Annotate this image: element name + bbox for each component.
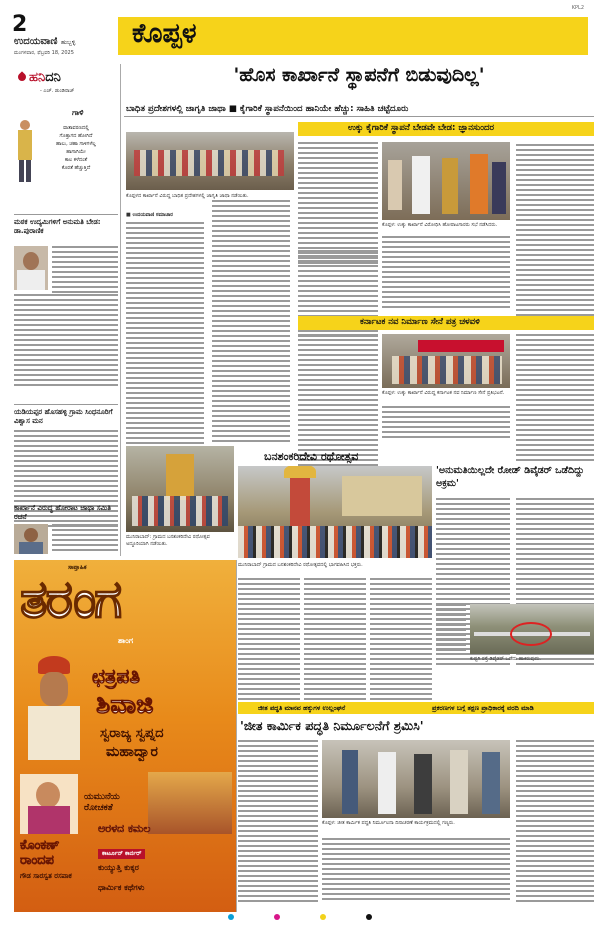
bottom-photo (322, 740, 510, 818)
right-top-body (298, 142, 378, 264)
poem-line: ಕೊರತೆ ಹೆಚ್ಚುತ್ತಿದೆ (61, 165, 91, 171)
bottom-headline: 'ಜೀತ ಕಾರ್ಮಿಕ ಪದ್ಧತಿ ನಿರ್ಮೂಲನೆಗೆ ಶ್ರಮಿಸಿ' (240, 718, 424, 733)
poem-lines (36, 124, 116, 172)
poem-line: ಕಾಲ ಕಳೆದಂತೆ (64, 157, 88, 163)
road-headline (436, 464, 594, 490)
rathotsava-body (370, 578, 432, 705)
drop-icon (16, 71, 27, 82)
brief-title: ಮಠಕ ಉದ್ಯಮಿಗಳಿಗೆ ಅನುಮತಿ ಬೇಡ: ಡಾ.ಪುರಾಣಿಕ (14, 218, 101, 235)
bottom-body (238, 740, 318, 902)
brief-text-block (52, 246, 118, 293)
ad-feature-2: ಅರಳದ ಕಮಲ (98, 822, 151, 835)
mid-col-body (382, 236, 510, 308)
section-title: ಕೊಪ್ಪಳ (132, 18, 197, 49)
road-photo-caption: ಕುಷ್ಟಗಿ ರಸ್ತೆ ಡಿವೈಡರ್ ಒಡೆದು ಹಾಕಿರುವುದು. (470, 656, 542, 662)
honi-dani-box (14, 64, 118, 192)
section-band (118, 17, 588, 55)
ad-sub-logo: ಶಾಂಗ (118, 636, 134, 645)
honi-dani-title (18, 70, 61, 85)
left-brief (14, 504, 118, 522)
lead-photo (126, 132, 294, 190)
rathotsava-caption-bottom: ಮುನಿರಾಬಾದ್ ಗ್ರಾಮದ ಬನಶಂಕರಿದೇವಿ ರಥೋತ್ಸವದಲ್ಲಿ ಭಾಗವಹಿಸಿದ ಭಕ್ತರು. (238, 562, 363, 568)
bottom-strip (238, 702, 594, 714)
print-color-marks (120, 914, 480, 922)
ad-cover-line-4: ಮಹಾದ್ವಾರ (106, 744, 158, 760)
brief-text-block (52, 524, 118, 551)
ad-feature-5: ಧಾರ್ಮಿಕ ಕಥೆಗಳು (98, 883, 145, 892)
masthead (14, 36, 75, 47)
dani-title: ದನಿ (45, 70, 61, 85)
lead-headline: 'ಹೊಸ ಕಾರ್ಖಾನೆ ಸ್ಥಾಪನೆಗೆ ಬಿಡುವುದಿಲ್ಲ' (233, 64, 485, 86)
ad-feature-3: ಕೊಂಕಣ್ ರಾಂದಪ (20, 838, 60, 868)
karnataka-body-right (516, 334, 594, 461)
karnataka-headline-bar (298, 316, 594, 330)
left-brief (14, 408, 118, 426)
ad-cartoon-box (98, 840, 232, 908)
rathotsava-caption-left: ಮುನಿರಾಬಾದ್: ಗ್ರಾಮದ ಬನಶಂಕರಿದೇವಿ ರಥೋತ್ಸವ ಅದ್ದೂರಿಯಾಗಿ ನಡೆಯಿತು. (126, 534, 210, 547)
bottom-strip-right: ಪ್ರಕರಣಗಳ ಬಗ್ಗೆ ತಕ್ಷಣ ಪ್ರಾಧಿಕಾರಕ್ಕೆ ವರದಿ ಮಾಡಿ (432, 704, 534, 712)
lead-body-col (212, 200, 290, 442)
ad-cover-line-1: ಛತ್ರಪತಿ (92, 664, 140, 688)
lead-byline: ■ ಉದಯವಾಣಿ ಸಮಾಚಾರ (126, 212, 173, 218)
rathotsava-headline: ಬನಶಂಕರಿದೇವಿ ರಥೋತ್ಸವ (264, 450, 359, 463)
karnataka-headline: ಕರ್ನಾಟಕ ನವ ನಿರ್ಮಾಣ ಸೇನೆ ಪತ್ರ ಚಳವಳಿ (360, 317, 480, 327)
bottom-body (322, 838, 510, 900)
right-top-photo (382, 142, 510, 220)
ad-feature-3-box (20, 838, 84, 908)
honi-title: ಹನಿ (29, 70, 46, 85)
ad-feature-1: ಯಮುನೆಯ ರೋಚಕತೆ (84, 792, 120, 813)
lead-subheadline: ಬಾಧಿತ ಪ್ರದೇಶಗಳಲ್ಲಿ ಜಾಗೃತಿ ಜಾಥಾ ■ ಕೈಗಾರಿಕೆ ಸ್ಥಾಪನೆಯಿಂದ ಹಾನಿಯೇ ಹೆಚ್ಚು: ಸಾಹಿತಿ ಚಟ್ಟೆದೂರು (126, 104, 409, 114)
magazine-ad[interactable] (14, 560, 236, 912)
poem-line: ವಾತಾವರಣದಲ್ಲಿ (63, 125, 89, 131)
page-header (0, 0, 600, 62)
right-top-headline-bar (298, 122, 594, 136)
page-code: KPL2 (571, 5, 584, 11)
brief-text-block (14, 294, 118, 386)
ad-cover-line-3: ಸ್ವರಾಜ್ಯ ಸ್ವಪ್ನದ (100, 726, 164, 741)
bottom-photo-caption: ಕೊಪ್ಪಳ: ಜೀತ ಕಾರ್ಮಿಕ ಪದ್ಧತಿ ನಿರ್ಮೂಲನಾ ದಿನಾಚರಣೆ ಕಾರ್ಯಕ್ರಮದಲ್ಲಿ ಗಣ್ಯರು. (322, 820, 455, 826)
honi-dani-author: - ಎಚ್. ಡುಂಡಿರಾಜ್ (40, 88, 75, 94)
ad-portrait (22, 656, 86, 760)
brief-portrait (14, 246, 48, 290)
lead-photo-caption: ಕೊಪ್ಪಳದ ಕಾರ್ಖಾನೆ ವಿರುದ್ಧ ಬಾಧಿತ ಪ್ರದೇಶಗಳಲ್ಲಿ ಜಾಗೃತಿ ಜಾಥಾ ನಡೆಯಿತು. (126, 193, 249, 199)
masthead-sub: ಹುಬ್ಬಳ್ಳಿ (60, 39, 76, 46)
brief-portrait (14, 524, 48, 554)
right-col-body (516, 144, 594, 316)
road-headline-text: 'ಅನುಮತಿಯಿಲ್ಲದೇ ರೋಡ್ ಡಿವೈಡರ್ ಒಡೆದಿದ್ದು ಅಕ್ರಮ' (436, 465, 585, 489)
ad-feature-4: ಕುಯ್ಯುತ್ತಿ ಕುಕ್ಕರ (98, 863, 139, 872)
date-line: ಮಂಗಳವಾರ, ಫೆಬ್ರವರಿ 18, 2025 (14, 50, 74, 56)
poem-line: ಗೊತ್ತಾಗದ ಹೋಗಿದೆ (59, 133, 93, 139)
road-body-lower (436, 604, 466, 651)
rathotsava-body (304, 578, 366, 705)
left-column (14, 64, 118, 556)
right-top-photo-caption: ಕೊಪ್ಪಳ: ಉಕ್ಕು ಕಾರ್ಖಾನೆ ವಿರೋಧಿಸಿ ಹೋರಾಟಗಾರರು ಸಭೆ ನಡೆಸಿದರು. (382, 222, 498, 228)
karnataka-photo-caption: ಕೊಪ್ಪಳ: ಉಕ್ಕು ಕಾರ್ಖಾನೆ ವಿರುದ್ಧ ಕರ್ನಾಟಕ ನವ ನಿರ್ಮಾಣ ಸೇನೆ ಪ್ರತಿಭಟನೆ. (382, 390, 505, 396)
cartoon-figure (16, 120, 34, 184)
ad-logo: ತರಂಗ (20, 570, 121, 630)
ad-feature-4-tag: ಕಾರ್ಟೂನ್ ಕಾರ್ನರ್ (98, 849, 145, 859)
lead-body-col (126, 222, 204, 444)
rathotsava-photo-main (238, 466, 432, 558)
bottom-strip-left: ಜೀತ ಪದ್ಧತಿ ಮಾನವ ಹಕ್ಕುಗಳ ಉಲ್ಲಂಘನೆ (258, 704, 346, 712)
ad-art-photo (148, 772, 232, 834)
masthead-name: ಉದಯವಾಣಿ (14, 36, 58, 47)
road-photo (470, 604, 594, 654)
ad-tag: ಸಾಪ್ತಾಹಿಕ (68, 564, 87, 571)
poem-line: ಹಾಲು, ಚಹಾ ಗಾಳಿಗಳೆಲ್ಲ (56, 141, 96, 147)
brief-title: ಕಾರ್ಖಾನೆ ವಿರುದ್ಧ ಹೋರಾಟ ಜಾಥಾ ಸಮಿತಿ ರಚನೆ (14, 504, 111, 521)
ad-cover-line-2: ಶಿವಾಜಿ (96, 690, 154, 720)
karnataka-body-mid (382, 406, 510, 438)
ad-feature-photo (20, 774, 78, 834)
left-brief (14, 218, 118, 236)
poem-line: ಹಾಗಾಗಿಯೇ (66, 149, 86, 155)
rathotsava-photo-left (126, 446, 234, 532)
karnataka-photo (382, 334, 510, 388)
page-number: 2 (12, 12, 28, 37)
ad-feature-3-sub: ಗೌಡ ಸಾರಸ್ವತ ರಸಪಾಕ (20, 872, 72, 880)
right-top-headline: ಉಕ್ಕು ಕೈಗಾರಿಕೆ ಸ್ಥಾಪನೆ ಬೇಡವೇ ಬೇಡ: ಜ್ಞಾನಸುಂದರ (348, 123, 494, 133)
rathotsava-body (238, 578, 300, 705)
bottom-body (516, 740, 594, 902)
poem-title: ಗಾಳಿ (72, 108, 84, 117)
brief-title: ಯಡಿಯಪ್ಪರ ಹೊಸಹಳ್ಳಿ ಗ್ರಾಮ ಸಿಂಧನೂರಿಗೆ ವಿಶ್ವಾಸ ಮನ (14, 408, 113, 425)
